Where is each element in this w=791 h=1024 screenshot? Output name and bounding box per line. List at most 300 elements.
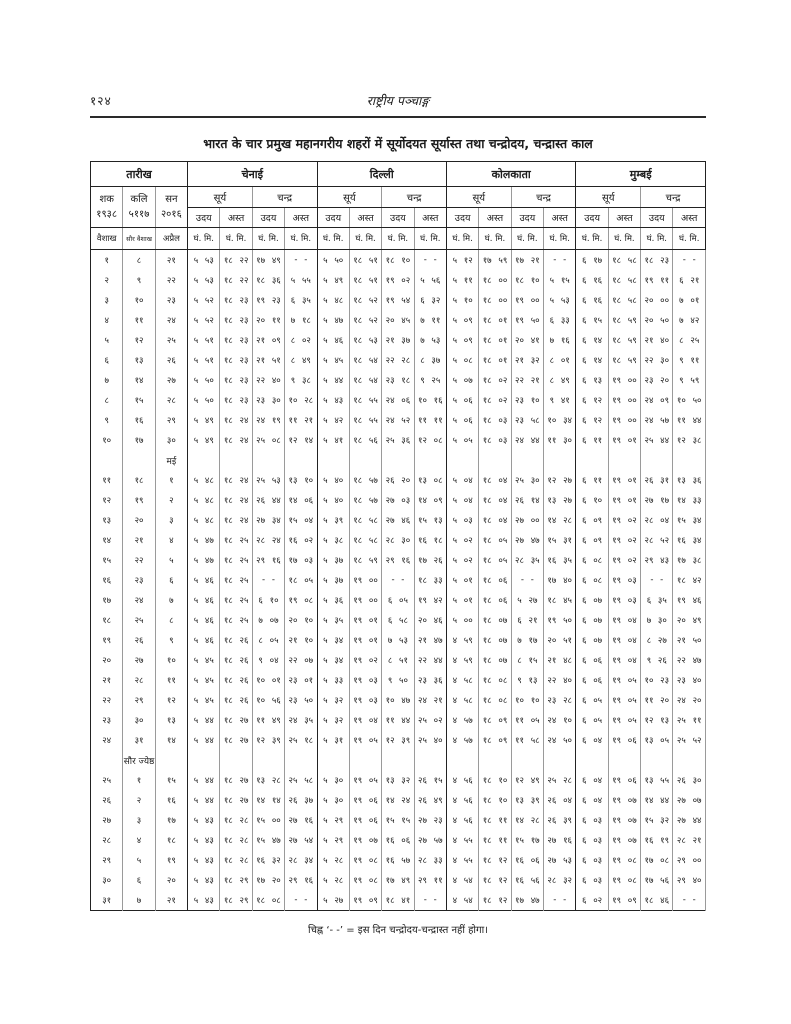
time-cell: १८ ५५ [349,410,381,430]
time-cell: ५ ४९ [188,430,220,450]
time-cell: १८ ५६ [349,430,381,450]
time-cell: ५ ४८ [188,510,220,530]
time-cell: ६ ०९ [576,510,608,530]
time-cell: १८ ०५ [479,550,511,570]
time-cell: १५ १३ [414,510,446,530]
time-cell: २८ ३२ [544,870,576,890]
time-cell: १८ २३ [220,330,252,350]
time-cell: १९ ०० [608,410,640,430]
time-cell: १८ ४५ [544,590,576,610]
time-cell: १८ २३ [220,370,252,390]
time-cell [382,450,414,470]
time-cell: २९ १६ [382,550,414,570]
time-cell: २९ ०० [673,850,706,870]
set-header: अस्त [349,208,381,228]
time-cell: ५ ३७ [317,570,349,590]
time-cell: १८ २३ [220,350,252,370]
time-cell: २९ ४० [673,870,706,890]
time-cell: ९ २६ [641,650,673,670]
time-cell: १२ ०८ [414,430,446,450]
table-row [91,510,706,530]
time-cell: १५ ०० [252,810,284,830]
date-cell: ४ [123,830,155,850]
unit-header: घं. मि. [576,228,608,250]
time-cell: १८ १० [479,790,511,810]
time-cell: ४ ५७ [446,730,478,750]
time-cell: २८ ५२ [641,530,673,550]
date-cell: ३० [155,430,187,450]
time-cell: २५ ११ [673,710,706,730]
time-cell: ४ ५९ [446,650,478,670]
time-cell: ५ २७ [511,590,543,610]
time-cell: ४ ५८ [446,690,478,710]
time-cell: ११ २१ [285,410,317,430]
time-cell: १७ ५९ [479,250,511,271]
time-cell: १२ १४ [285,430,317,450]
time-cell: ४ ५८ [446,670,478,690]
date-cell: ६ [91,350,123,370]
date-cell: १३ [91,510,123,530]
time-cell: १६ १८ [414,530,446,550]
time-cell: २२ ४० [544,670,576,690]
rise-header: उदय [446,208,478,228]
date-cell: १६ [155,790,187,810]
table-row [91,890,706,911]
rise-header: उदय [188,208,220,228]
time-cell: ६ ०४ [576,730,608,750]
time-cell: ५ ४२ [317,410,349,430]
time-cell: १९ ०६ [608,770,640,790]
moon-header: चन्द्र [252,187,317,208]
time-cell: ६ १३ [576,370,608,390]
time-cell: २४ ५० [544,730,576,750]
table-row [91,290,706,310]
time-cell: ६ ३२ [414,290,446,310]
date-cell: २६ [91,790,123,810]
time-cell: १८ ५१ [349,250,381,271]
time-cell: २७ २३ [414,810,446,830]
time-cell: २७ १६ [285,810,317,830]
time-cell: २२ २८ [382,350,414,370]
date-cell: ४ [155,530,187,550]
time-cell: - - [673,250,706,271]
time-cell: ५ ४९ [317,270,349,290]
date-cell: १५ [91,550,123,570]
date-cell: २ [91,270,123,290]
time-cell: २३ १८ [382,370,414,390]
time-cell: १८ ०३ [479,410,511,430]
time-cell [414,450,446,470]
time-cell: २८ २१ [673,830,706,850]
time-cell: ५ ३८ [317,530,349,550]
date-cell: १० [155,650,187,670]
time-cell: ५ ०५ [446,430,478,450]
time-cell: २० ४५ [382,310,414,330]
unit-header: घं. मि. [608,228,640,250]
date-cell: ९ [91,410,123,430]
time-cell: १८ ०२ [479,390,511,410]
time-cell: १८ ०५ [285,570,317,590]
time-cell: १३ ०८ [414,470,446,490]
time-cell: १६ ०६ [511,850,543,870]
date-cell: १२ [123,330,155,350]
time-cell: ६ ०५ [382,590,414,610]
time-cell: १२ ३९ [382,730,414,750]
time-cell: ८ ४९ [544,370,576,390]
time-cell: ८ ०२ [285,330,317,350]
time-cell: १९ ०० [349,590,381,610]
time-cell: १९ ०१ [608,490,640,510]
time-cell: ४ ५९ [446,630,478,650]
date-cell: २६ [155,350,187,370]
date-cell: ८ [155,610,187,630]
time-cell: ७ ३० [641,610,673,630]
time-cell: २४ ५२ [382,410,414,430]
time-cell: १९ ०० [511,290,543,310]
table-row [91,310,706,330]
time-cell: २४ १९ [252,410,284,430]
unit-header: घं. मि. [511,228,543,250]
time-cell: १९ ०३ [608,570,640,590]
time-cell: १३ ५५ [641,770,673,790]
time-cell [252,450,284,470]
time-cell: २० ४१ [511,330,543,350]
time-cell: १९ ०५ [608,690,640,710]
time-cell: १६ १९ [641,830,673,850]
time-cell: ४ ५७ [446,710,478,730]
time-cell: २४ २० [673,690,706,710]
time-cell: ५ ५५ [285,270,317,290]
time-cell: ७ ११ [414,310,446,330]
time-cell: ५ ३५ [317,610,349,630]
time-cell: १८ ५७ [349,490,381,510]
time-cell [544,450,576,470]
time-cell: २६ ४४ [252,490,284,510]
time-cell: ५ ०१ [446,590,478,610]
unit-header: घं. मि. [317,228,349,250]
time-cell: १३ ०५ [641,730,673,750]
time-cell: १९ ०२ [608,530,640,550]
time-cell [576,450,608,470]
table-row [91,390,706,410]
date-cell: २ [123,790,155,810]
time-cell: १८ २४ [220,470,252,490]
time-cell: १८ १० [479,770,511,790]
time-cell: १४ ३३ [673,490,706,510]
table-row [91,370,706,390]
time-cell [317,750,349,770]
time-cell: २० ५१ [544,630,576,650]
date-cell: ७ [91,370,123,390]
time-cell: ६ ०३ [576,850,608,870]
time-cell: ६ १६ [576,270,608,290]
time-cell: ५ ३३ [317,670,349,690]
time-cell: १८ ५४ [349,370,381,390]
date-cell: २५ [123,610,155,630]
time-cell: ६ ३५ [641,590,673,610]
time-cell: २३ २० [641,370,673,390]
time-cell: ५ ०२ [446,530,478,550]
time-cell: २६ ३१ [641,470,673,490]
time-cell: १८ ५५ [349,390,381,410]
era-label: कलि [130,194,148,205]
sun-header: सूर्य [317,187,382,208]
time-cell [285,450,317,470]
date-cell: १८ [91,610,123,630]
table-row [91,350,706,370]
time-cell: १८ २५ [220,590,252,610]
time-cell [446,750,478,770]
date-cell: १४ [155,730,187,750]
time-cell: २७ ३४ [252,510,284,530]
time-cell: २० ४९ [673,610,706,630]
date-cell: २४ [91,730,123,750]
month-header-1: सौर वैशाख [123,228,155,250]
time-cell: ५ ०० [446,610,478,630]
date-cell: ३१ [123,730,155,750]
date-cell: २३ [155,290,187,310]
date-cell: २९ [123,690,155,710]
time-cell: २६ ४९ [414,790,446,810]
date-cell: १५ [155,770,187,790]
time-cell: १७ २१ [511,250,543,271]
time-cell: ५ ३६ [317,590,349,610]
date-cell: १९ [91,630,123,650]
moon-header: चन्द्र [641,187,706,208]
time-cell: ५ ४६ [188,610,220,630]
date-cell: ७ [123,890,155,911]
date-cell: १ [91,250,123,271]
time-cell: १८ २८ [220,830,252,850]
time-cell: ५ ०४ [446,490,478,510]
time-cell: ११ ४९ [252,710,284,730]
date-cell: १३ [155,710,187,730]
time-cell: २० ११ [252,310,284,330]
time-cell: १० ४७ [382,690,414,710]
time-cell: २७ १६ [544,830,576,850]
time-cell: ९ १३ [511,670,543,690]
time-cell [220,450,252,470]
era-year: २०१६ [160,209,182,220]
date-cell: २० [91,650,123,670]
time-cell: ११ ५८ [511,730,543,750]
time-cell: ५ ०२ [446,550,478,570]
time-cell: १९ ०९ [349,890,381,911]
time-cell: ७ ५३ [414,330,446,350]
time-cell: ९ ५९ [673,370,706,390]
time-cell: १९ ०० [349,570,381,590]
time-cell: १३ ३६ [673,470,706,490]
time-cell: ५ ५१ [188,330,220,350]
time-cell: १८ ०६ [479,590,511,610]
time-cell: १९ ०२ [608,550,640,570]
time-cell: २१ १० [285,630,317,650]
time-cell: १५ ०४ [285,510,317,530]
date-cell: ३ [123,810,155,830]
date-cell: २२ [155,270,187,290]
time-cell: ६ १४ [576,330,608,350]
time-cell: १८ ०९ [479,710,511,730]
date-cell: ११ [155,670,187,690]
time-cell: ५ १५ [544,270,576,290]
time-cell: ५ ४० [317,470,349,490]
era-year: ५११७ [128,209,150,220]
time-cell: १६ ५६ [511,870,543,890]
table-row [91,690,706,710]
date-cell: २५ [155,330,187,350]
time-cell: १७ ०३ [285,550,317,570]
time-cell: ५ ४४ [188,730,220,750]
rise-header: उदय [641,208,673,228]
era-header-2 [155,187,187,228]
time-cell: २५ ०२ [414,710,446,730]
time-cell: २९ ४३ [641,550,673,570]
time-cell: १८ ५८ [608,270,640,290]
time-cell: २४ ५७ [641,410,673,430]
time-cell: १२ ४९ [511,770,543,790]
time-cell: ८ ५१ [382,650,414,670]
time-cell: २१ ३७ [382,330,414,350]
time-cell: २४ ०९ [641,390,673,410]
table-row [91,830,706,850]
sun-header: सूर्य [576,187,641,208]
time-cell: ४ ५६ [446,790,478,810]
time-cell: १८ ०४ [479,510,511,530]
time-cell: २३ २८ [544,690,576,710]
time-cell: - - [414,250,446,271]
time-cell: ५ ४५ [188,650,220,670]
time-cell: ५ ०६ [446,410,478,430]
time-cell: १९ ५० [511,310,543,330]
time-cell [576,750,608,770]
time-cell: २२ ०७ [285,650,317,670]
date-cell: ३० [91,870,123,890]
time-cell: ५ ४५ [188,670,220,690]
time-cell: १८ २३ [220,290,252,310]
time-cell: १६ ०६ [382,830,414,850]
date-cell: १६ [91,570,123,590]
date-cell: १९ [123,490,155,510]
era-year: १९३८ [96,209,118,220]
time-cell: १८ ०१ [479,310,511,330]
time-cell: - - [285,890,317,911]
time-cell: १९ ०५ [608,710,640,730]
date-cell: २२ [91,690,123,710]
time-cell: ५ ५२ [188,290,220,310]
time-cell: २२ ४४ [414,650,446,670]
time-cell: १८ १० [382,250,414,271]
table-row [91,470,706,490]
date-cell [155,750,187,770]
time-cell: १८ २५ [220,570,252,590]
time-cell: ६ ३३ [544,310,576,330]
time-cell: - - [673,890,706,911]
time-cell: १९ ०८ [608,870,640,890]
time-cell: ५ ०९ [446,330,478,350]
time-cell: ६ ११ [576,430,608,450]
time-cell: ५ ३० [317,770,349,790]
date-cell: १८ [123,470,155,490]
time-cell: - - [414,890,446,911]
table-row [91,250,706,271]
time-cell: १८ २७ [220,790,252,810]
era-header-1 [123,187,155,228]
time-cell: १९ ०७ [608,830,640,850]
time-cell: १३ २७ [544,490,576,510]
unit-header: घं. मि. [188,228,220,250]
time-cell: १८ २७ [220,710,252,730]
time-cell: १९ ०८ [349,850,381,870]
date-cell: १८ [155,830,187,850]
time-cell: २६ ३० [673,770,706,790]
time-cell: १८ ५८ [608,290,640,310]
time-cell: ५ ३४ [317,630,349,650]
time-cell: १२ २७ [544,470,576,490]
time-cell: १९ ०७ [349,830,381,850]
time-cell: ५ ४३ [188,810,220,830]
time-cell: २६ ०४ [544,790,576,810]
time-cell: ५ ११ [446,270,478,290]
time-cell [382,750,414,770]
time-cell: ५ ४८ [317,290,349,310]
time-cell: - - [544,250,576,271]
time-cell: ११ ११ [414,410,446,430]
time-cell: १९ ०१ [349,630,381,650]
time-cell: १८ ०४ [479,490,511,510]
page-header [90,92,706,118]
time-cell: ६ ०७ [576,630,608,650]
time-cell: २७ १७ [641,490,673,510]
time-cell: १८ २६ [220,670,252,690]
time-cell: १५ ३१ [544,530,576,550]
time-cell: ६ ०५ [576,710,608,730]
time-cell: ८ १५ [511,650,543,670]
time-cell [511,750,543,770]
time-cell: - - [382,570,414,590]
unit-header: घं. मि. [479,228,511,250]
time-cell [479,450,511,470]
time-cell: २२ ४० [252,370,284,390]
time-cell: १८ २९ [220,890,252,911]
date-cell: २९ [91,850,123,870]
time-cell: १६ ३२ [252,850,284,870]
time-cell: २३ १० [511,390,543,410]
sun-header: सूर्य [446,187,511,208]
time-cell: १९ ०२ [349,650,381,670]
time-cell: १८ ०० [479,270,511,290]
time-cell: १४ १४ [252,790,284,810]
time-cell: २१ ५१ [252,350,284,370]
time-cell [188,450,220,470]
time-cell [544,750,576,770]
time-cell: १९ ०१ [349,610,381,630]
unit-header: घं. मि. [252,228,284,250]
date-cell: १२ [155,690,187,710]
set-header: अस्त [479,208,511,228]
rise-header: उदय [317,208,349,228]
time-cell: ८ ०५ [252,630,284,650]
journal-title: राष्ट्रीय पञ्चाङ्ग [366,93,430,108]
time-cell: १९ ४६ [673,590,706,610]
time-cell: ७ १७ [511,630,543,650]
set-header: अस्त [544,208,576,228]
time-cell [673,750,706,770]
table-row [91,410,706,430]
time-cell: १३ १० [285,470,317,490]
date-cell: २३ [123,570,155,590]
time-cell [252,750,284,770]
set-header: अस्त [414,208,446,228]
